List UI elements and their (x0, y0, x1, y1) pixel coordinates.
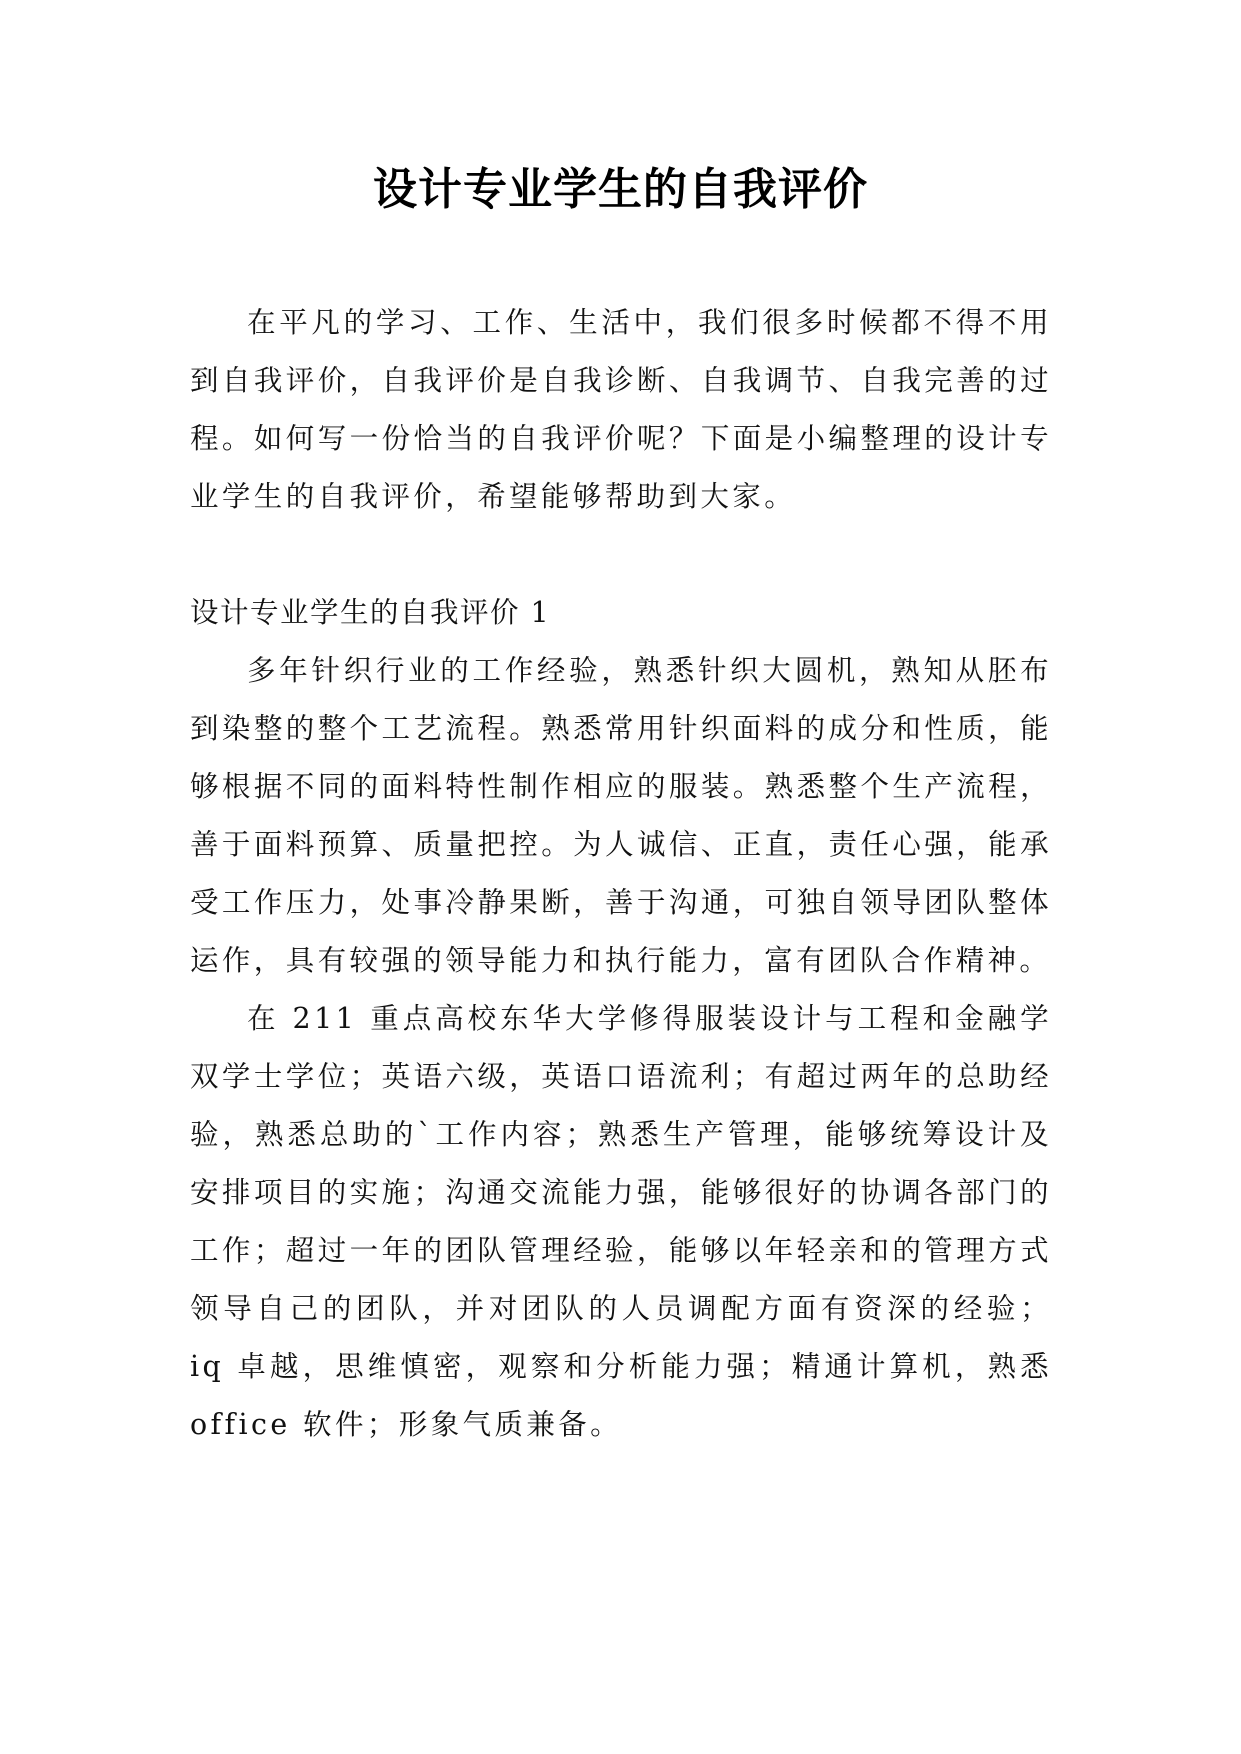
document-body (190, 294, 1052, 1454)
body-paragraph-2: 在 211 重点高校东华大学修得服装设计与工程和金融学双学士学位；英语六级，英语口语流利；有超过两年的总助经验，熟悉总助的`工作内容；熟悉生产管理，能够统筹设计及安排项目的实施；沟通交流能力强，能够很好的协调各部门的工作；超过一年的团队管理经验，能够以年轻亲和的管理方式领导自己的团队，并对团队的人员调配方面有资深的经验；iq 卓越，思维慎密，观察和分析能力强；精通计算机，熟悉 office 软件；形象气质兼备。 (190, 1002, 1052, 1441)
section-heading: 设计专业学生的自我评价 1 (190, 596, 551, 629)
document-title: 设计专业学生的自我评价 (373, 164, 868, 215)
intro-paragraph: 在平凡的学习、工作、生活中，我们很多时候都不得不用到自我评价，自我评价是自我诊断、自我调节、自我完善的过程。如何写一份恰当的自我评价呢？下面是小编整理的设计专业学生的自我评价，希望能够帮助到大家。 (190, 306, 1052, 513)
body-paragraph-1: 多年针织行业的工作经验，熟悉针织大圆机，熟知从胚布到染整的整个工艺流程。熟悉常用针织面料的成分和性质，能够根据不同的面料特性制作相应的服装。熟悉整个生产流程，善于面料预算、质量把控。为人诚信、正直，责任心强，能承受工作压力，处事冷静果断，善于沟通，可独自领导团队整体运作，具有较强的领导能力和执行能力，富有团队合作精神。 (190, 654, 1052, 977)
